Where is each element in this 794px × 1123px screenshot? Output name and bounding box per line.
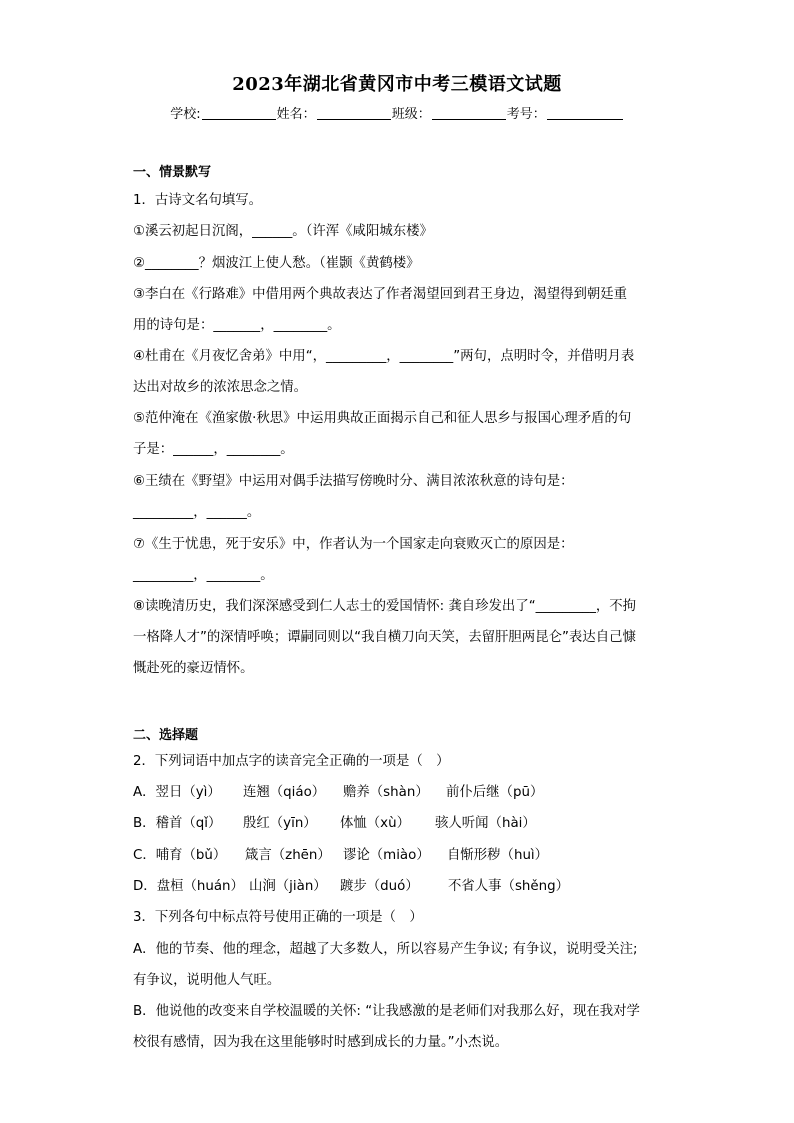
question-1-item: 用的诗句是：_______，________。 [133, 318, 341, 333]
class-blank[interactable] [432, 105, 506, 120]
question-3-option-a[interactable]: A．他的节奏、他的理念，超越了大多数人，所以容易产生争议; 有争议，说明受关注; [133, 942, 638, 957]
exam-no-blank[interactable] [547, 105, 623, 120]
section-heading-1: 一、情景默写 [133, 165, 212, 180]
question-2-option-d[interactable]: D．盘桓（huán） 山涧（jiàn） 踱步（duó） 不省人事（shěng） [133, 879, 570, 894]
question-1-item: 一格降人才”的深情呼唤；谭嗣同则以“我自横刀向天笑，去留肝胆两昆仑”表达自己慷 [133, 630, 636, 645]
page-title: 2023年湖北省黄冈市中考三模语文试题 [232, 74, 562, 95]
question-3-option-b[interactable]: B．他说他的改变来自学校温暖的关怀: “让我感激的是老师们对我那么好，现在我对学 [133, 1004, 640, 1019]
name-label: 姓名： [276, 107, 316, 122]
question-1-item: 子是：______，________。 [133, 442, 294, 457]
question-1-item: ⑥王绩在《野望》中运用对偶手法描写傍晚时分、满目浓浓秋意的诗句是： [133, 474, 574, 489]
school-blank[interactable] [202, 105, 276, 120]
question-2-option-c[interactable]: C．哺育（bǔ） 箴言（zhēn） 谬论（miào） 自惭形秽（huì） [133, 848, 549, 863]
question-1-item: ④杜甫在《月夜忆舍弟》中用“，_________，________”两句，点明时令，并借明月表 [133, 349, 635, 364]
question-1-item: ③李白在《行路难》中借用两个典故表达了作者渴望回到君王身边，渴望得到朝廷重 [133, 287, 628, 302]
question-3-stem: 3．下列各句中标点符号使用正确的一项是（ ） [133, 910, 423, 925]
question-3-option-a-cont: 有争议，说明他人气旺。 [133, 973, 281, 988]
question-1-stem: 1．古诗文名句填写。 [133, 193, 263, 208]
question-1-item: ①溪云初起日沉阁，______。（许浑《咸阳城东楼》 [133, 224, 433, 239]
question-1-item: 慨赴死的豪迈情怀。 [133, 661, 254, 676]
question-2-stem: 2．下列词语中加点字的读音完全正确的一项是（ ） [133, 754, 450, 769]
question-1-item: _________，________。 [133, 568, 274, 583]
student-info-row [0, 103, 794, 122]
question-2-option-b[interactable]: B．稽首（qǐ） 殷红（yīn） 体恤（xù） 骇人听闻（hài） [133, 816, 536, 831]
question-1-item: ⑦《生于忧患，死于安乐》中，作者认为一个国家走向衰败灭亡的原因是： [133, 537, 574, 552]
question-2-option-a[interactable]: A．翌日（yì） 连翘（qiáo） 赡养（shàn） 前仆后继（pū） [133, 785, 544, 800]
school-label: 学校: [170, 107, 201, 122]
class-label: 班级： [391, 107, 431, 122]
question-3-option-b-cont: 校很有感情，因为我在这里能够时时感到成长的力量。”小杰说。 [133, 1035, 509, 1050]
exam-no-label: 考号： [506, 107, 546, 122]
question-1-item: ②________？烟波江上使人愁。（崔颢《黄鹤楼》 [133, 256, 420, 271]
section-heading-2: 二、选择题 [133, 728, 199, 743]
question-1-item: 达出对故乡的浓浓思念之情。 [133, 380, 308, 395]
question-1-item: ⑧读晚清历史，我们深深感受到仁人志士的爱国情怀: 龚自珍发出了“_________，不拘 [133, 599, 637, 614]
name-blank[interactable] [317, 105, 391, 120]
question-1-item: ⑤范仲淹在《渔家傲·秋思》中运用典故正面揭示自己和征人思乡与报国心理矛盾的句 [133, 411, 632, 426]
question-1-item: _________，______。 [133, 505, 261, 520]
